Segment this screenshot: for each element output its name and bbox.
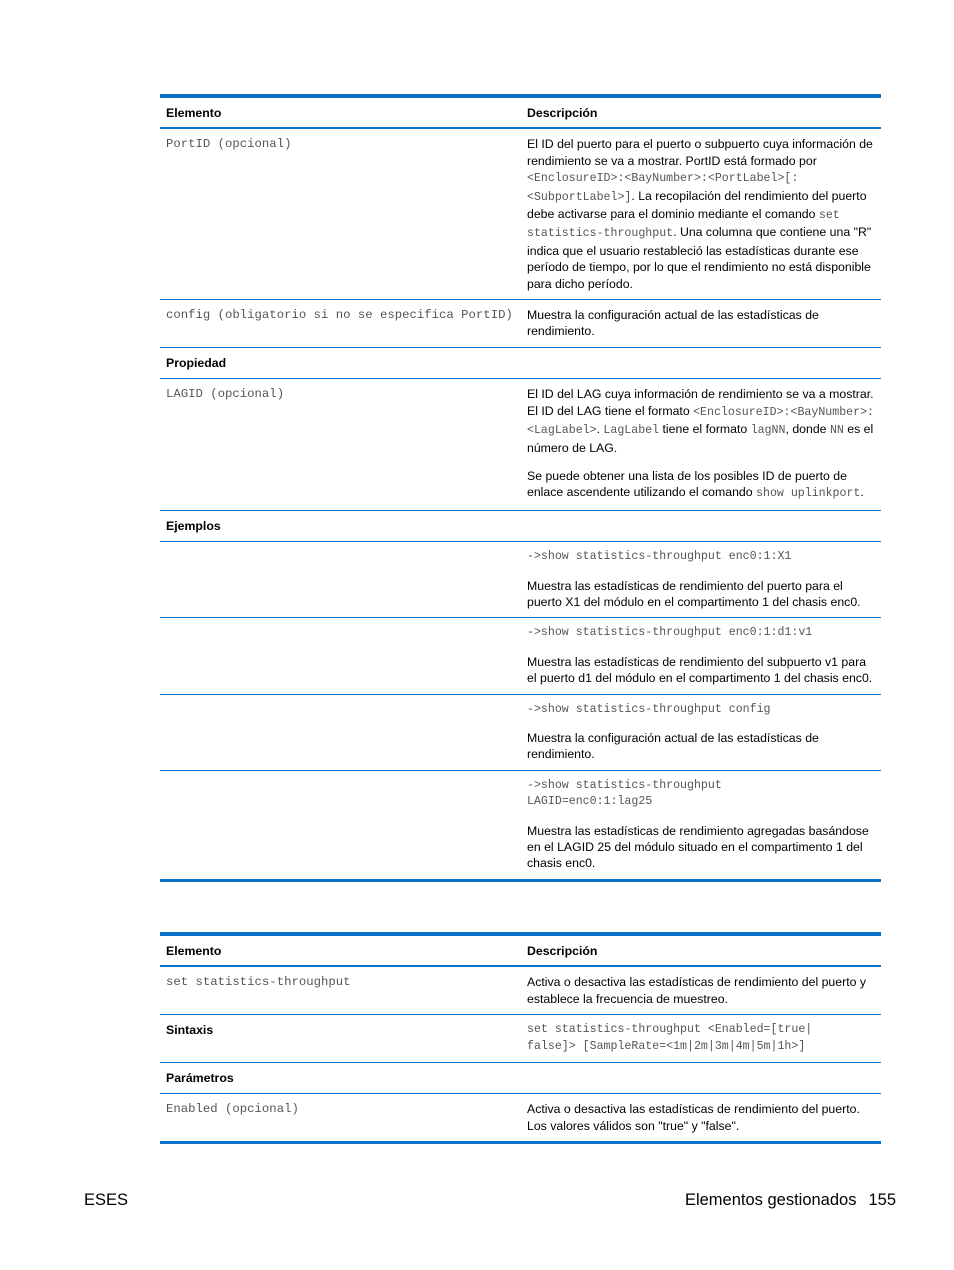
syntax-code: set statistics-throughput <Enabled=[true| false]> [SampleRate=<1m|2m|3m|4m|5m|1h>]	[527, 1023, 813, 1053]
header-elemento: Elemento	[160, 96, 521, 128]
example-row	[160, 770, 881, 880]
table-row-enabled	[160, 1094, 881, 1143]
example-description: Muestra las estadísticas de rendimiento del puerto para el puerto X1 del módulo en el compartimento 1 del chasis enc0.	[527, 578, 861, 609]
example-description: Muestra las estadísticas de rendimiento agregadas basándose en el LAGID 25 del módulo situado en el compartimento 1 del chasis enc0.	[527, 823, 869, 871]
table-show-statistics-throughput	[160, 94, 881, 882]
lagnn-code: lagNN	[750, 424, 786, 438]
enabled-description: Activa o desactiva las estadísticas de rendimiento del puerto. Los valores válidos son "true" y "false".	[521, 1094, 881, 1143]
lagid-paragraph-1	[527, 386, 877, 456]
lagid-format-code: <EnclosureID>:<BayNumber>:<LagLabel>	[527, 405, 874, 438]
example-2	[521, 618, 881, 694]
lagid-text-5: es el número de LAG.	[527, 422, 874, 455]
section-propiedad: Propiedad	[160, 347, 521, 378]
section-row-ejemplos	[160, 510, 881, 541]
enabled-label: Enabled (opcional)	[160, 1094, 521, 1143]
table-row-set-command	[160, 966, 881, 1014]
lagid-description	[521, 379, 881, 510]
table-header-row	[160, 934, 881, 966]
set-command-description: Activa o desactiva las estadísticas de rendimiento del puerto y establece la frecuencia de muestreo.	[521, 966, 881, 1014]
example-description: Muestra las estadísticas de rendimiento del subpuerto v1 para el puerto d1 del módulo en el compartimento 1 del chasis enc0.	[527, 654, 873, 686]
table-row-config	[160, 300, 881, 348]
header-descripcion: Descripción	[521, 96, 881, 128]
table-set-statistics-throughput	[160, 932, 881, 1144]
laglabel-code: LagLabel	[603, 424, 660, 438]
footer-section-title: Elementos gestionados	[684, 1191, 857, 1209]
config-label: config (obligatorio si no se especifica PortID)	[160, 300, 521, 348]
lagid-label: LAGID (opcional)	[160, 379, 521, 510]
example-command: ->show statistics-throughput enc0:1:X1	[527, 550, 792, 564]
table-header-row	[160, 96, 881, 128]
example-row	[160, 694, 881, 770]
set-command-label: set statistics-throughput	[160, 966, 521, 1014]
footer-language-code: ESES	[84, 1191, 129, 1209]
section-row-propiedad	[160, 347, 881, 378]
section-sintaxis: Sintaxis	[160, 1015, 521, 1063]
footer-page-info	[685, 1191, 896, 1210]
section-row-parametros	[160, 1063, 881, 1094]
example-4	[521, 770, 881, 880]
portid-description	[521, 128, 881, 299]
lagid-text-2: .	[596, 422, 604, 437]
lagid-text-4: , donde	[785, 422, 830, 437]
section-ejemplos: Ejemplos	[160, 510, 521, 541]
section-parametros: Parámetros	[160, 1063, 521, 1094]
lagid-text-1: El ID del LAG cuya información de rendimiento se va a mostrar. El ID del LAG tiene el formato	[527, 387, 874, 418]
header-descripcion: Descripción	[521, 934, 881, 966]
portid-desc-part3: . Una columna que contiene una "R" indica que el usuario restableció las estadísticas durante ese período de tiempo, por lo que el rendimiento no está disponible para dicho período.	[527, 225, 872, 291]
portid-label: PortID (opcional)	[160, 128, 521, 299]
example-command: ->show statistics-throughput LAGID=enc0:1:lag25	[527, 778, 722, 809]
lagid-text-3: tiene el formato	[659, 422, 751, 437]
lagid-paragraph-2	[527, 468, 877, 503]
example-row	[160, 542, 881, 618]
example-description: Muestra la configuración actual de las estadísticas de rendimiento.	[527, 730, 819, 762]
header-elemento: Elemento	[160, 934, 521, 966]
example-command: ->show statistics-throughput config	[527, 702, 771, 716]
portid-format-code: <EnclosureID>:<BayNumber>:<PortLabel>[:<SubportLabel>]	[527, 172, 799, 204]
portid-desc-part1: El ID del puerto para el puerto o subpuerto cuya información de rendimiento se va a mostrar. PortID está formado por	[527, 137, 873, 168]
example-row	[160, 618, 881, 694]
table-row-portid	[160, 128, 881, 299]
portid-desc-part2: . La recopilación del rendimiento del puerto debe activarse para el dominio mediante el comando	[527, 188, 867, 222]
table-row-sintaxis	[160, 1015, 881, 1063]
example-3	[521, 694, 881, 770]
example-command: ->show statistics-throughput enc0:1:d1:v1	[527, 626, 813, 640]
example-1	[521, 542, 881, 618]
nn-code: NN	[829, 424, 844, 438]
portid-command-code: set statistics-throughput	[527, 209, 840, 241]
table-row-lagid	[160, 379, 881, 510]
show-uplinkport-code: show uplinkport	[756, 487, 861, 501]
page-number: 155	[868, 1191, 896, 1209]
config-description: Muestra la configuración actual de las estadísticas de rendimiento.	[521, 300, 881, 348]
lagid-p2-text: Se puede obtener una lista de los posibles ID de puerto de enlace ascendente utilizando el comando	[527, 468, 847, 500]
lagid-p2-end: .	[860, 485, 864, 500]
